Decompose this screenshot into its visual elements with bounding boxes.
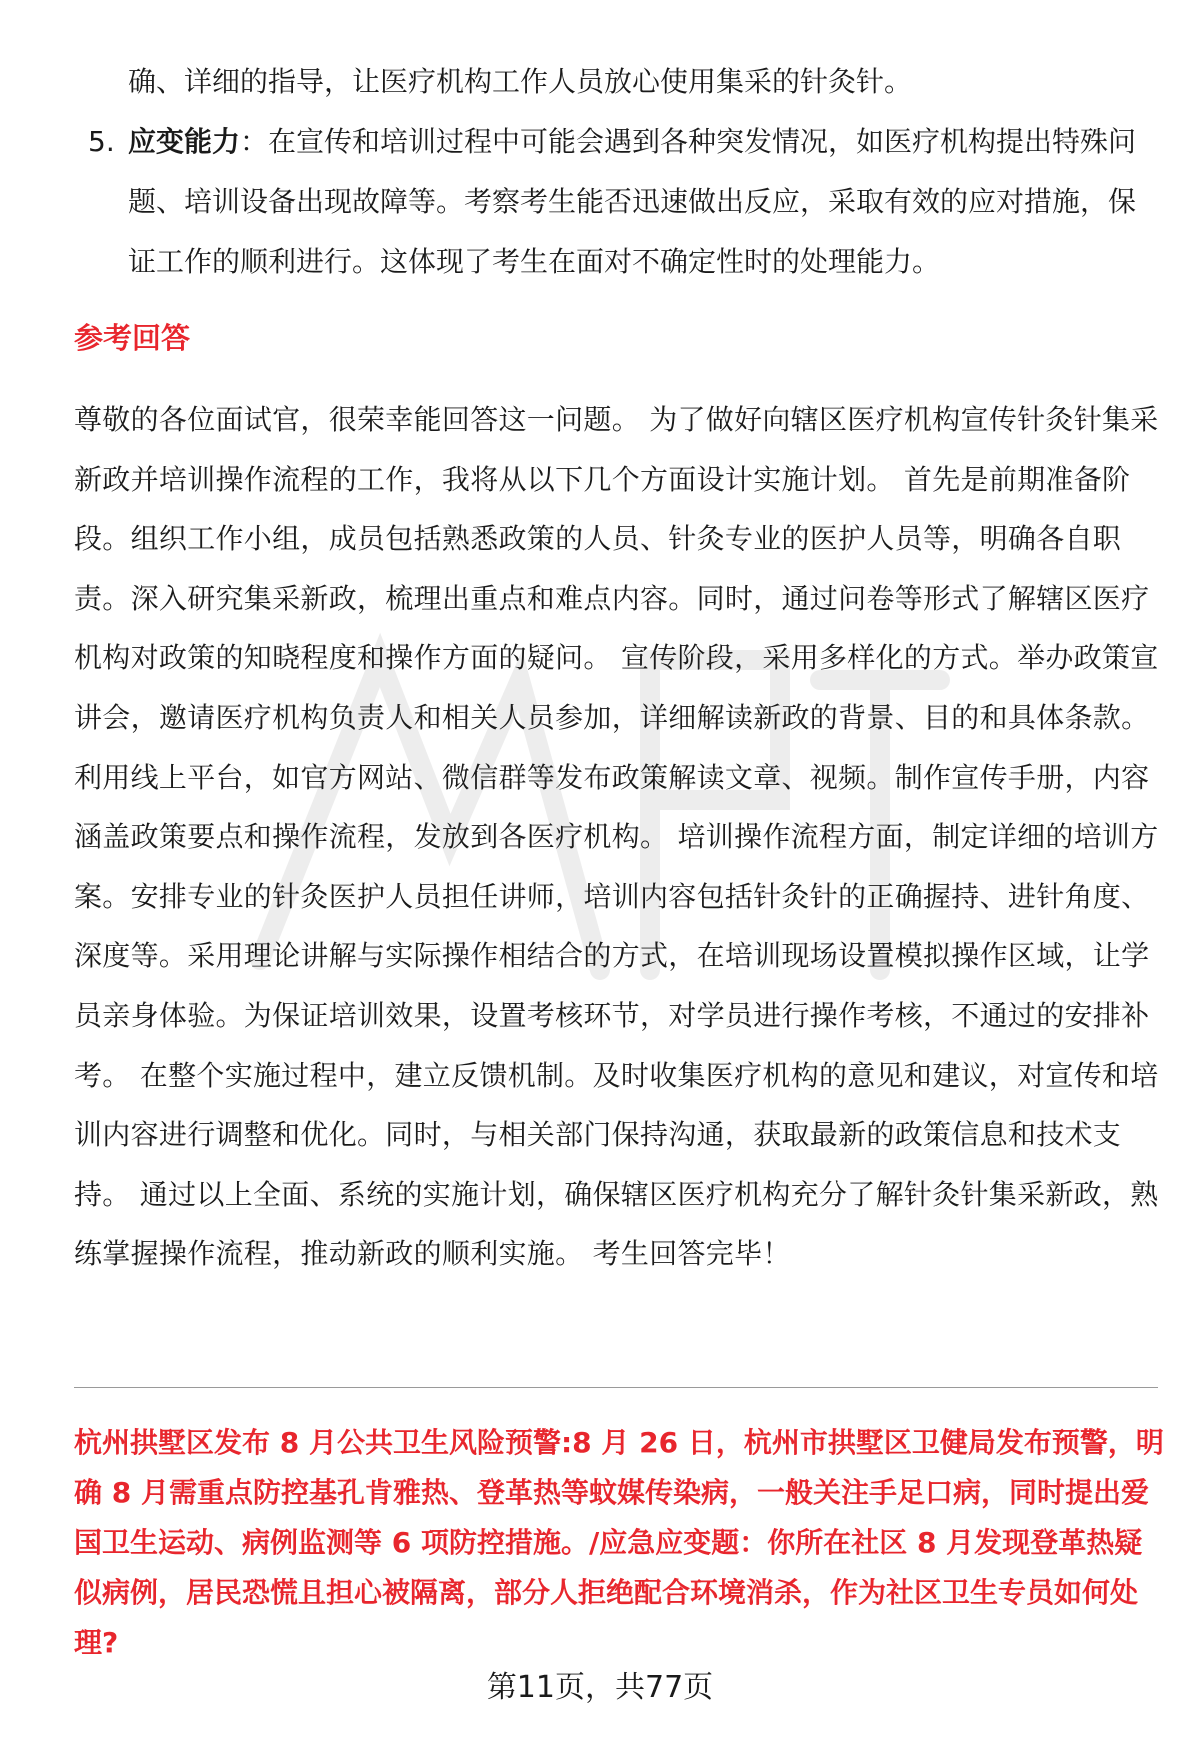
- news-notice-paragraph: 杭州拱墅区发布 8 月公共卫生风险预警:8 月 26 日，杭州市拱墅区卫健局发布预警，明确 8 月需重点防控基孔肯雅热、登革热等蚊媒传染病，一般关注手足口病，同时提出爱国卫生运动、病例监测等 6 项防控措施。/应急应变题：你所在社区 8 月发现登革热疑似病例，居民恐慌且担心被隔离，部分人拒绝配合环境消杀，作为社区卫生专员如何处理?: [74, 1426, 1164, 1659]
- list-item-adaptability: [88, 112, 1158, 292]
- section-heading-reference-answer: 参考回答: [74, 321, 191, 355]
- list-item-term: 应变能力: [128, 125, 241, 158]
- list-item-body: [128, 112, 1148, 292]
- list-item-text: 在宣传和培训过程中可能会遇到各种突发情况，如医疗机构提出特殊问题、培训设备出现故障等。考察考生能否迅速做出反应，采取有效的应对措施，保证工作的顺利进行。这体现了考生在面对不确定性时的处理能力。: [128, 125, 1137, 278]
- list-item-separator: ：: [240, 125, 269, 158]
- section-divider: [74, 1387, 1158, 1388]
- list-item-number: 5.: [88, 125, 115, 158]
- reference-answer-paragraph: 尊敬的各位面试官，很荣幸能回答这一问题。 为了做好向辖区医疗机构宣传针灸针集采新政并培训操作流程的工作，我将从以下几个方面设计实施计划。 首先是前期准备阶段。组织工作小组，成员包括熟悉政策的人员、针灸专业的医护人员等，明确各自职责。深入研究集采新政，梳理出重点和难点内容。同时，通过问卷等形式了解辖区医疗机构对政策的知晓程度和操作方面的疑问。 宣传阶段，采用多样化的方式。举办政策宣讲会，邀请医疗机构负责人和相关人员参加，详细解读新政的背景、目的和具体条款。利用线上平台，如官方网站、微信群等发布政策解读文章、视频。制作宣传手册，内容涵盖政策要点和操作流程，发放到各医疗机构。 培训操作流程方面，制定详细的培训方案。安排专业的针灸医护人员担任讲师，培训内容包括针灸针的正确握持、进针角度、深度等。采用理论讲解与实际操作相结合的方式，在培训现场设置模拟操作区域，让学员亲身体验。为保证培训效果，设置考核环节，对学员进行操作考核，不通过的安排补考。 在整个实施过程中，建立反馈机制。及时收集医疗机构的意见和建议，对宣传和培训内容进行调整和优化。同时，与相关部门保持沟通，获取最新的政策信息和技术支持。 通过以上全面、系统的实施计划，确保辖区医疗机构充分了解针灸针集采新政，熟练掌握操作流程，推动新政的顺利实施。 考生回答完毕！: [74, 403, 1159, 1271]
- page-number-footer: 第11页，共77页: [486, 1670, 714, 1705]
- previous-item-continuation: 确、详细的指导，让医疗机构工作人员放心使用集采的针灸针。: [128, 65, 913, 98]
